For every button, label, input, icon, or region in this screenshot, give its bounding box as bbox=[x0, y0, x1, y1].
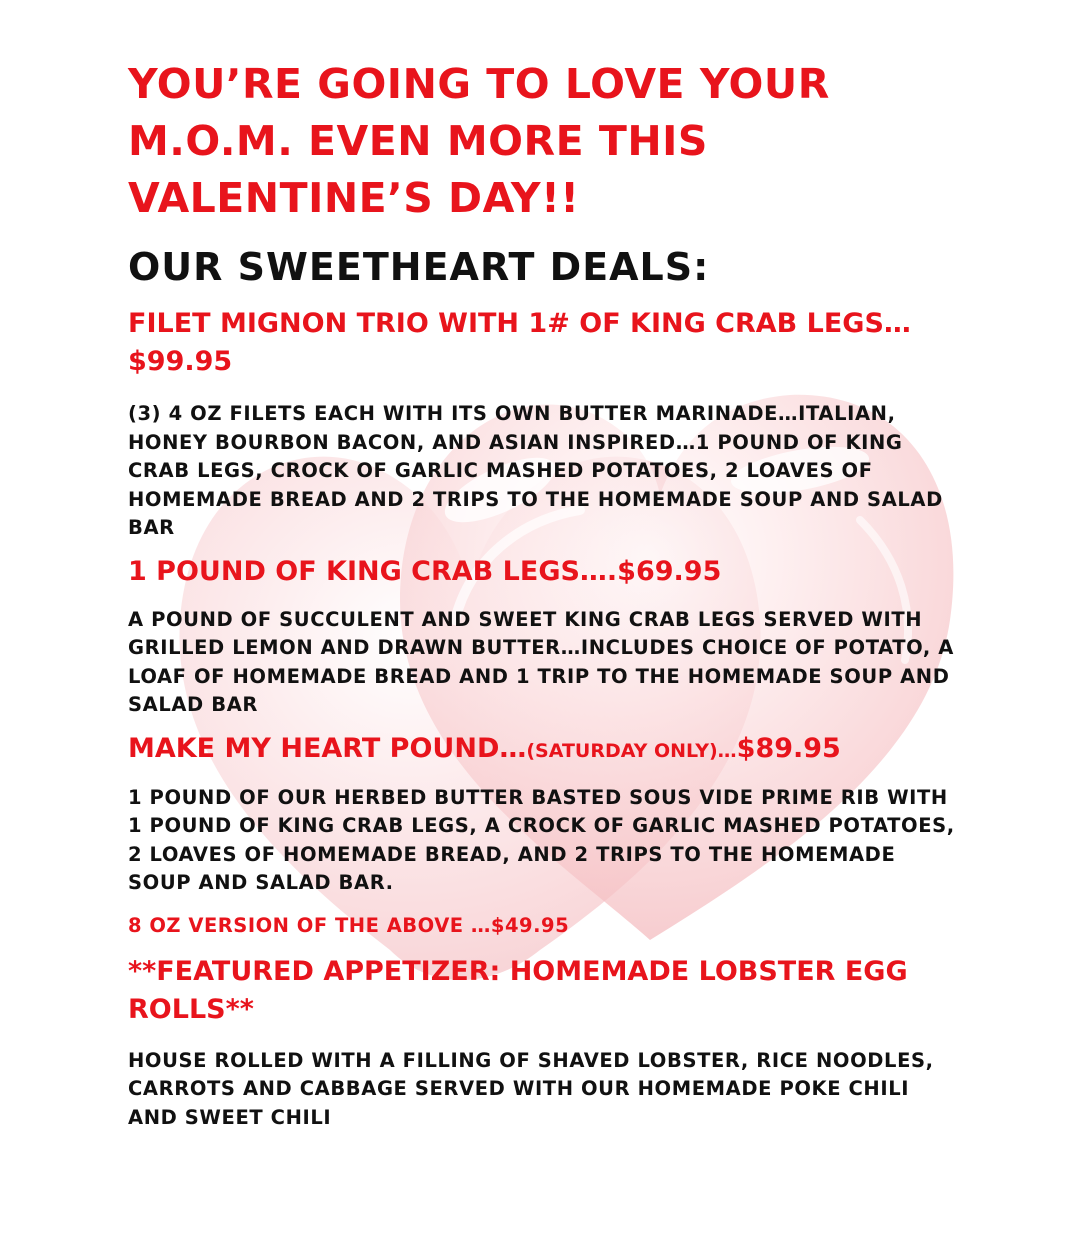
deal-king-crab-legs bbox=[128, 553, 958, 720]
deal-description: 1 POUND OF OUR HERBED BUTTER BASTED SOUS VIDE PRIME RIB WITH 1 POUND OF KING CRAB LEGS, A CROCK OF GARLIC MASHED POTATOES, 2 LOAVES OF HOMEMADE BREAD, AND 2 TRIPS TO THE HOMEMADE SOUP AND SALAD BAR. bbox=[128, 785, 955, 894]
headline: YOU’RE GOING TO LOVE YOUR M.O.M. EVEN MORE THIS VALENTINE’S DAY!! bbox=[128, 60, 830, 222]
deal-title-price: $89.95 bbox=[736, 732, 841, 764]
deal-description: (3) 4 OZ FILETS EACH WITH ITS OWN BUTTER MARINADE…ITALIAN, HONEY BOURBON BACON, AND ASIAN INSPIRED…1 POUND OF KING CRAB LEGS, CROCK OF GARLIC MASHED POTATOES, 2 LOAVES OF HOMEMADE BREAD AND 2 TRIPS TO THE HOMEMADE SOUP AND SALAD BAR bbox=[128, 402, 943, 539]
deal-make-my-heart-pound bbox=[128, 730, 958, 940]
deal-title bbox=[128, 730, 958, 770]
deal-title: **FEATURED APPETIZER: HOMEMADE LOBSTER EGG ROLLS** bbox=[128, 955, 908, 1025]
deal-featured-appetizer bbox=[128, 953, 958, 1133]
deal-description: HOUSE ROLLED WITH A FILLING OF SHAVED LOBSTER, RICE NOODLES, CARROTS AND CABBAGE SERVED WITH OUR HOMEMADE POKE CHILI AND SWEET CHILI bbox=[128, 1048, 934, 1129]
deal-filet-mignon-trio bbox=[128, 305, 958, 543]
deal-description: A POUND OF SUCCULENT AND SWEET KING CRAB LEGS SERVED WITH GRILLED LEMON AND DRAWN BUTTER…INCLUDES CHOICE OF POTATO, A LOAF OF HOMEMADE BREAD AND 1 TRIP TO THE HOMEMADE SOUP AND SALAD BAR bbox=[128, 607, 954, 716]
menu-flyer bbox=[128, 56, 958, 1132]
deal-title: 1 POUND OF KING CRAB LEGS….$69.95 bbox=[128, 555, 722, 587]
deals-title: OUR SWEETHEART DEALS: bbox=[128, 245, 710, 289]
deal-title-note: (SATURDAY ONLY)… bbox=[526, 739, 737, 762]
deal-title-main: MAKE MY HEART POUND… bbox=[128, 732, 527, 764]
deal-sub-offer: 8 OZ VERSION OF THE ABOVE …$49.95 bbox=[128, 913, 570, 937]
deal-title: FILET MIGNON TRIO WITH 1# OF KING CRAB LEGS…$99.95 bbox=[128, 308, 911, 377]
